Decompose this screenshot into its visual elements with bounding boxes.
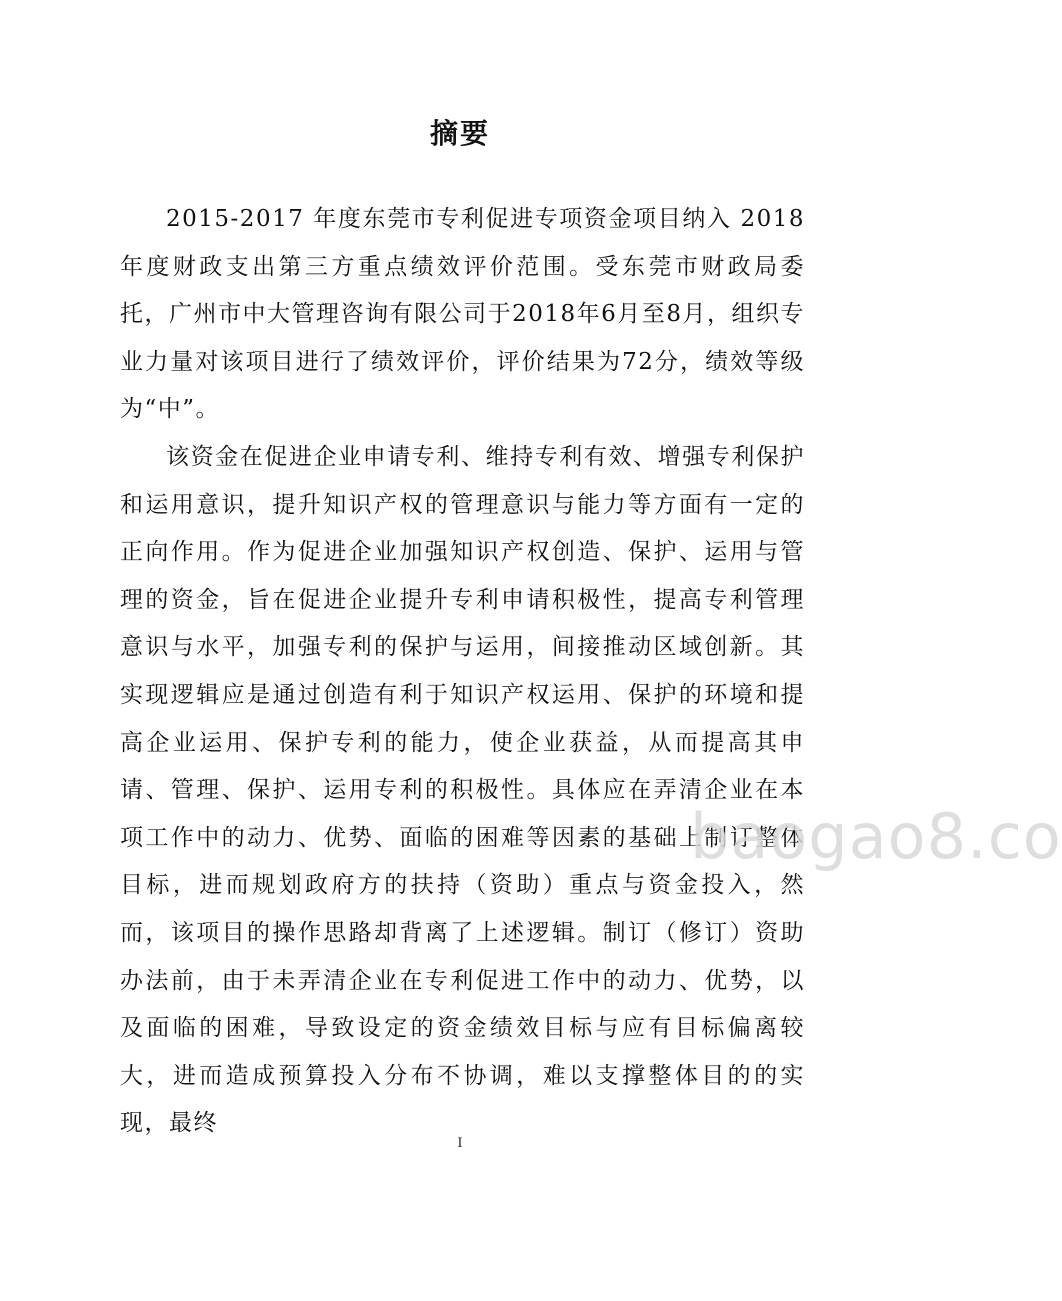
page-title: 摘要 bbox=[429, 117, 490, 150]
paragraph-2: 该资金在促进企业申请专利、维持专利有效、增强专利保护和运用意识，提升知识产权的管理意识与能力等方面有一定的正向作用。作为促进企业加强知识产权创造、保护、运用与管理的资金，旨在促进企业提升专利申请积极性，提高专利管理意识与水平，加强专利的保护与运用，间接推动区域创新。其实现逻辑应是通过创造有利于知识产权运用、保护的环境和提高企业运用、保护专利的能力，使企业获益，从而提高其申请、管理、保护、运用专利的积极性。具体应在弄清企业在本项工作中的动力、优势、面临的困难等因素的基础上制订整体目标，进而规划政府方的扶持（资助）重点与资金投入，然而，该项目的操作思路却背离了上述逻辑。制订（修订）资助办法前，由于未弄清企业在专利促进工作中的动力、优势，以及面临的困难，导致设定的资金绩效目标与应有目标偏离较大，进而造成预算投入分布不协调，难以支撑整体目的的实现，最终 bbox=[120, 443, 805, 1137]
page-number: I bbox=[457, 1136, 463, 1151]
body-text bbox=[120, 196, 805, 1148]
paragraph-1: 2015-2017 年度东莞市专利促进专项资金项目纳入 2018 年度财政支出第三方重点绩效评价范围。受东莞市财政局委托，广州市中大管理咨询有限公司于2018年6月至8月，组织专业力量对该项目进行了绩效评价，评价结果为72分，绩效等级为“中”。 bbox=[120, 206, 805, 423]
watermark: baogao8.co bbox=[690, 800, 1062, 873]
